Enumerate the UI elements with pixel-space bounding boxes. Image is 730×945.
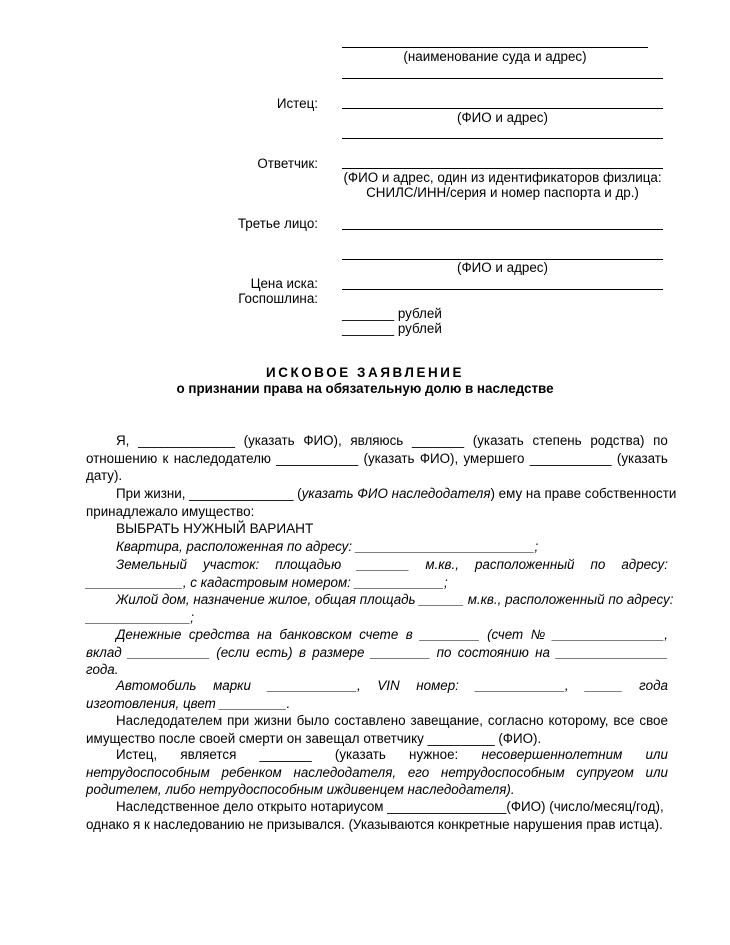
- bank-line-1: [86, 626, 668, 644]
- word: наследодателя,: [293, 764, 397, 780]
- word: Истец,: [116, 747, 158, 762]
- word: которому,: [548, 713, 609, 728]
- land-line-1: [86, 556, 668, 574]
- word: счете: [359, 627, 399, 642]
- word: (указать: [243, 433, 295, 448]
- word: нужное:: [409, 747, 459, 762]
- p1-line-3: дату).: [86, 468, 123, 484]
- word: м.кв.,: [425, 557, 459, 572]
- word: или: [645, 764, 668, 780]
- blank: _______________,: [552, 627, 668, 642]
- land-line-2: _____________, с кадастровым номером: ____________;: [86, 574, 448, 590]
- word: было: [296, 713, 330, 728]
- court-address-line: [342, 78, 663, 79]
- p2-text-end: ) ему на праве собственности: [490, 486, 677, 501]
- court-caption: (наименование суда и адрес): [403, 49, 587, 64]
- rubles-line-2: _______ рублей: [342, 321, 442, 336]
- estate-line-2: однако я к наследованию не призывался. (Указываются конкретные нарушения прав истца).: [86, 816, 663, 832]
- word: его: [407, 764, 430, 780]
- word: размере: [312, 644, 365, 660]
- will-line-1: [86, 712, 668, 730]
- word: (указать: [472, 433, 524, 448]
- word: есть): [255, 644, 293, 660]
- fee-label: Госпошлина:: [238, 291, 318, 306]
- blank: _____________: [138, 433, 235, 448]
- paragraph-plaintiff-status: [86, 746, 668, 799]
- blank: ____________,: [475, 678, 569, 693]
- word: на: [535, 644, 550, 660]
- word: по: [590, 557, 606, 572]
- word: состоянию: [457, 644, 529, 660]
- defendant-line: [342, 168, 663, 169]
- defendant-caption-2: СНИЛС/ИНН/серия и номер паспорта и др.): [366, 185, 639, 200]
- plaintiff-label: Истец:: [276, 96, 318, 111]
- word: в: [405, 627, 413, 642]
- word: Денежные: [116, 627, 182, 642]
- document-subtitle: о признании права на обязательную долю в наследстве: [176, 381, 554, 396]
- third-party-caption: (ФИО и адрес): [457, 260, 548, 275]
- estate-line-1: Наследственное дело открыто нотариусом ________________(ФИО) (число/месяц/год),: [116, 799, 664, 814]
- rubles-line-1: _______ рублей: [342, 306, 442, 321]
- blank: _______: [411, 433, 465, 448]
- third-party-label: Третье лицо:: [237, 216, 318, 231]
- word: жизни: [254, 713, 292, 728]
- blank: _____: [585, 678, 623, 693]
- word: несовершеннолетним: [481, 747, 623, 762]
- word: (указать: [616, 450, 668, 466]
- word: родства): [590, 433, 645, 448]
- p1-line-1: [86, 432, 668, 450]
- word: согласно: [487, 713, 544, 728]
- word: участок:: [202, 557, 260, 572]
- word: ребенком: [221, 764, 282, 780]
- car-line-1: [86, 677, 668, 695]
- paragraph-property: [86, 485, 677, 538]
- blank: ___________: [276, 450, 359, 466]
- bank-line-2: [86, 644, 668, 662]
- word: №: [530, 627, 546, 642]
- p2-text: При жизни, ______________ (: [116, 486, 302, 501]
- word: отношению: [86, 450, 158, 466]
- word: умершего: [463, 450, 525, 466]
- blank: _______: [259, 747, 312, 762]
- variant-bank: [86, 626, 668, 679]
- word: в: [298, 644, 306, 660]
- word: вклад: [86, 644, 122, 660]
- word: по: [653, 433, 668, 448]
- blank: ________: [370, 644, 431, 660]
- word: или: [645, 747, 668, 762]
- word: являюсь: [350, 433, 404, 448]
- plaintiff-line: [342, 108, 663, 109]
- apartment-text: Квартира, расположенная по адресу: ________________________;: [116, 539, 539, 554]
- blank: ___________: [529, 450, 612, 466]
- paragraph-identity: [86, 432, 668, 485]
- word: супругом: [576, 764, 634, 780]
- paragraph-estate: [86, 798, 668, 833]
- word: ФИО),: [419, 450, 459, 466]
- p2-line-1: [86, 485, 677, 503]
- word: свое: [639, 713, 668, 728]
- word: адресу:: [621, 557, 668, 572]
- word: завещание,: [410, 713, 483, 728]
- word: по: [436, 644, 452, 660]
- word: (счет: [487, 627, 524, 642]
- word: Автомобиль: [116, 678, 197, 693]
- variant-land: [86, 556, 668, 591]
- status-line-3: родителем, либо нетрудоспособным иждивенцем наследодателя).: [86, 782, 515, 798]
- word: на: [257, 627, 272, 642]
- word: ФИО),: [303, 433, 342, 448]
- p2-line-2: принадлежало имущество:: [86, 503, 255, 519]
- defendant-label: Ответчик:: [257, 156, 318, 171]
- claim-price-line: [342, 289, 663, 290]
- blank: ________: [420, 627, 480, 642]
- word: VIN: [377, 678, 400, 693]
- third-party-line: [342, 229, 663, 230]
- status-line-1: [86, 746, 668, 764]
- claim-price-label: Цена иска:: [250, 276, 318, 291]
- word: (если: [216, 644, 250, 660]
- defendant-caption-1: (ФИО и адрес, один из идентификаторов физлица:: [343, 170, 662, 185]
- blank: ____________,: [267, 678, 361, 693]
- status-line-2: [86, 764, 668, 782]
- word: при: [227, 713, 250, 728]
- word: Наследодателем: [116, 713, 223, 728]
- word: марки: [213, 678, 251, 693]
- word: нетрудоспособным: [440, 764, 565, 780]
- word: банковском: [279, 627, 352, 642]
- p1-line-2: [86, 450, 668, 468]
- word: Земельный: [116, 557, 187, 572]
- blank: _______: [357, 557, 410, 572]
- word: наследодателю: [173, 450, 271, 466]
- house-line-2: ______________;: [86, 609, 194, 625]
- paragraph-will: [86, 712, 668, 747]
- court-name-line: [342, 47, 648, 48]
- plaintiff-address-line: [342, 138, 663, 139]
- word: расположенный: [474, 557, 575, 572]
- document-title: ИСКОВОЕ ЗАЯВЛЕНИЕ: [265, 365, 465, 380]
- variant-house: [86, 591, 674, 626]
- word: Я,: [116, 433, 130, 448]
- variant-car: [86, 677, 668, 712]
- word: является: [180, 747, 237, 762]
- choose-variant: ВЫБРАТЬ НУЖНЫЙ ВАРИАНТ: [116, 521, 314, 537]
- bank-line-3: года.: [86, 662, 119, 678]
- will-line-2: имущество после своей смерти он завещал ответчику _________ (ФИО).: [86, 730, 542, 746]
- word: средства: [188, 627, 250, 642]
- word: номер:: [416, 678, 459, 693]
- house-line-1: Жилой дом, назначение жилое, общая площадь ______ м.кв., расположенный по адресу:: [116, 592, 674, 607]
- word: года: [639, 678, 668, 693]
- word: к: [162, 450, 169, 466]
- car-line-2: изготовления, цвет _________.: [86, 695, 291, 711]
- blank: ___________: [128, 644, 210, 660]
- word: (указать: [363, 450, 415, 466]
- word: площадью: [275, 557, 342, 572]
- blank: _______________: [556, 644, 668, 660]
- word: все: [613, 713, 635, 728]
- p2-italic: указать ФИО наследодателя: [301, 486, 491, 501]
- word: степень: [532, 433, 582, 448]
- word: нетрудоспособным: [86, 764, 210, 780]
- word: составлено: [334, 713, 406, 728]
- word: (указать: [334, 747, 386, 762]
- plaintiff-caption: (ФИО и адрес): [457, 110, 548, 125]
- variant-apartment: [86, 538, 668, 556]
